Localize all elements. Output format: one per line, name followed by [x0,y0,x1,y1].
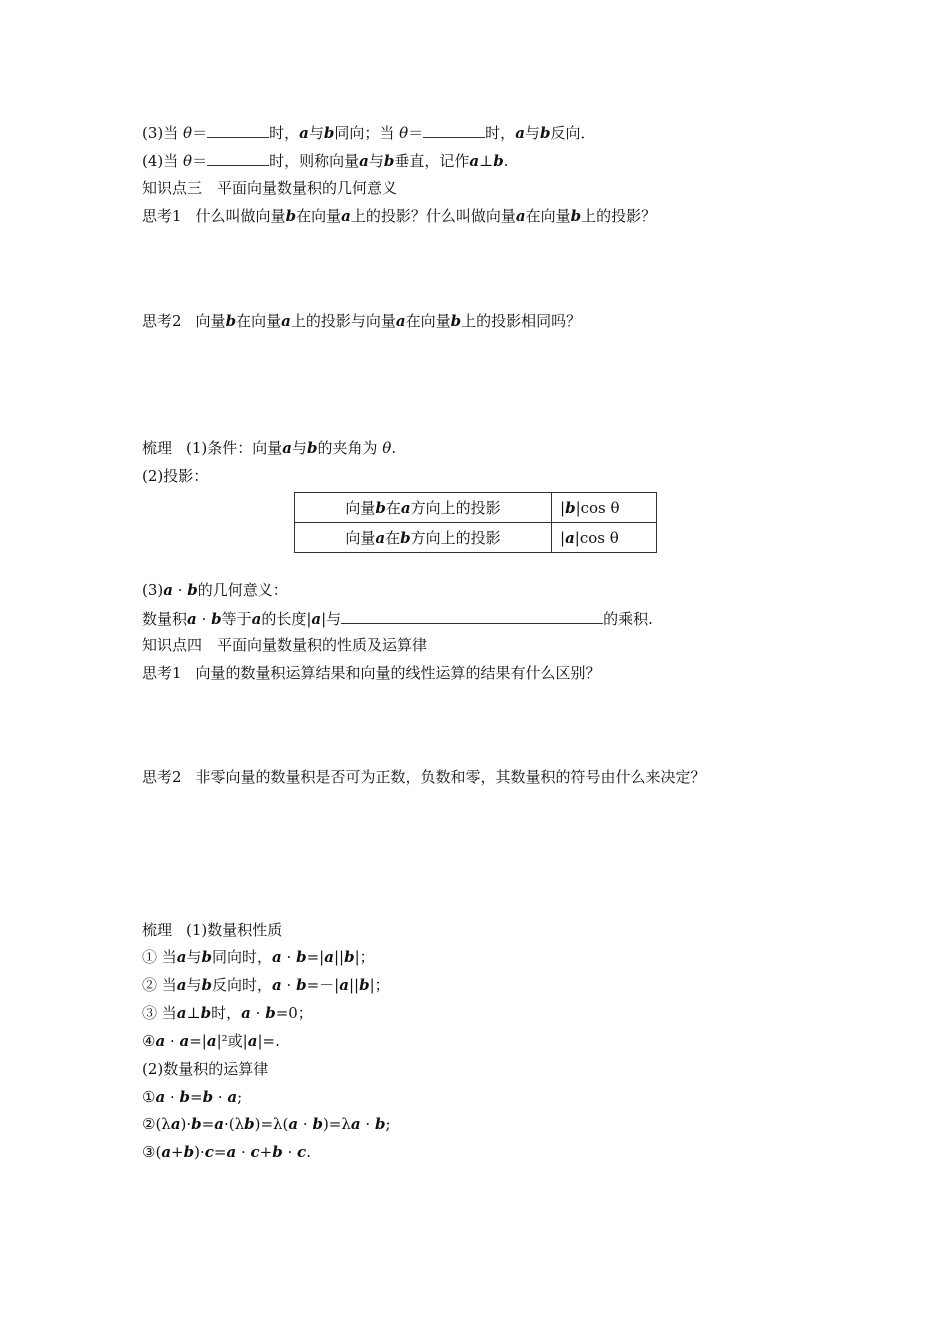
text: 向量的数量积运算结果和向量的线性运算的结果有什么区别？ [195,664,601,682]
text: (1)数量积性质 [186,921,283,939]
theta: θ [183,124,193,142]
text: 上的投影相同吗？ [461,312,582,330]
vector-b: b [323,124,335,142]
text: 的长度| [261,610,312,628]
vector-b: b [570,207,582,225]
vector-b: b [211,610,222,628]
vector-b: b [187,581,198,599]
vector-b: b [307,439,318,457]
text: 在向量 [525,207,571,225]
k3-projection-label: (2)投影： [142,467,209,485]
k3-think-1 [142,206,656,226]
table-cell: |b|cos θ [552,493,657,523]
k3-think-2 [142,311,581,331]
blank-4 [341,608,603,624]
text: 等于 [221,610,252,628]
theta: θ [382,439,392,457]
vector-a: a [341,207,351,225]
projection-table [294,492,657,553]
text: 同向；当 [334,124,400,142]
text: 时，则称向量 [269,152,360,170]
text: . [391,439,397,457]
dot: · [196,610,212,628]
text: 上的投影？ [581,207,657,225]
text: 的乘积. [603,610,653,628]
vector-a: a [281,312,291,330]
text: 的夹角为 [317,439,383,457]
blank-3 [207,150,269,166]
k4-property-4: ④a · a=|a|²或|a|=. [142,1032,280,1050]
k4-law-3: ③(a+b)·c=a · c+b · c. [142,1143,311,1161]
vector-a: a [251,610,262,628]
text: 上的投影与向量 [290,312,396,330]
text: 非零向量的数量积是否可为正数，负数和零，其数量积的符号由什么来决定？ [195,768,706,786]
table-row [295,493,657,523]
section-title-k3: 知识点三 平面向量数量积的几何意义 [142,179,398,197]
label: 思考2 [142,768,182,786]
line-4 [142,150,508,171]
text: 在向量 [405,312,451,330]
vector-a: a [163,581,173,599]
text: (1)条件：向量 [186,439,283,457]
k4-property-2: ② 当a与b反向时，a · b=－|a||b|； [142,976,390,994]
k4-think-1 [142,663,601,683]
text: 垂直，记作 [394,152,470,170]
vector-b: b [539,124,551,142]
table-row [295,523,657,553]
blank-2 [423,122,485,138]
text: 反向． [550,124,596,142]
line-3 [142,122,595,143]
label: 思考2 [142,312,182,330]
k3-geometry-2 [142,608,653,629]
perp-symbol: ⊥ [479,152,494,170]
vector-a: a [515,124,525,142]
table-cell: 向量a在b方向上的投影 [295,523,552,553]
vector-a: a [395,312,406,330]
label: 梳理 [142,921,173,939]
theta: θ [183,152,193,170]
text: 向量 [195,312,226,330]
text: 与 [524,124,540,142]
vector-b: b [493,152,504,170]
table-cell: 向量b在a方向上的投影 [295,493,552,523]
vector-b: b [285,207,297,225]
label: 梳理 [142,439,173,457]
text: 与 [308,124,324,142]
vector-a: a [299,124,309,142]
text: ＝ [192,124,208,142]
dot: · [172,581,188,599]
text: (4)当 [142,152,184,170]
k4-property-1: ① 当a与b同向时，a · b=|a||b|； [142,948,375,966]
vector-a: a [469,152,480,170]
theta: θ [399,124,409,142]
text: 什么叫做向量 [195,207,286,225]
vector-a: a [359,152,369,170]
label: 思考1 [142,664,182,682]
k4-law-title: (2)数量积的运算律 [142,1060,269,1078]
text: 上的投影？什么叫做向量 [350,207,516,225]
text: 在向量 [236,312,282,330]
vector-a: a [282,439,292,457]
vector-a: a [187,610,197,628]
text: 的几何意义： [197,581,288,599]
text: 时， [485,124,516,142]
text: ＝ [408,124,424,142]
text: ＝ [192,152,208,170]
text: 与 [368,152,384,170]
vector-a: a [311,610,322,628]
k4-summary-title [142,920,282,940]
text: 与 [292,439,308,457]
vector-b: b [383,152,395,170]
k4-property-3: ③ 当a⊥b时，a · b=0； [142,1004,313,1022]
text: (3)当 [142,124,184,142]
text: 数量积 [142,610,188,628]
vector-b: b [225,312,237,330]
vector-a: a [515,207,526,225]
k3-geometry-1 [142,580,288,600]
k4-law-2: ②(λa)·b=a·(λb)=λ(a · b)=λa · b; [142,1115,391,1133]
table-cell: |a|cos θ [552,523,657,553]
text: |与 [321,610,342,628]
vector-b: b [450,312,462,330]
text: . [503,152,509,170]
text: (3) [142,581,164,599]
text: 时， [269,124,300,142]
k4-law-1: ①a · b=b · a; [142,1088,243,1106]
k3-summary-1 [142,438,396,458]
text: 在向量 [296,207,342,225]
blank-1 [207,122,269,138]
label: 思考1 [142,207,182,225]
k4-think-2 [142,767,706,787]
section-title-k4: 知识点四 平面向量数量积的性质及运算律 [142,636,428,654]
